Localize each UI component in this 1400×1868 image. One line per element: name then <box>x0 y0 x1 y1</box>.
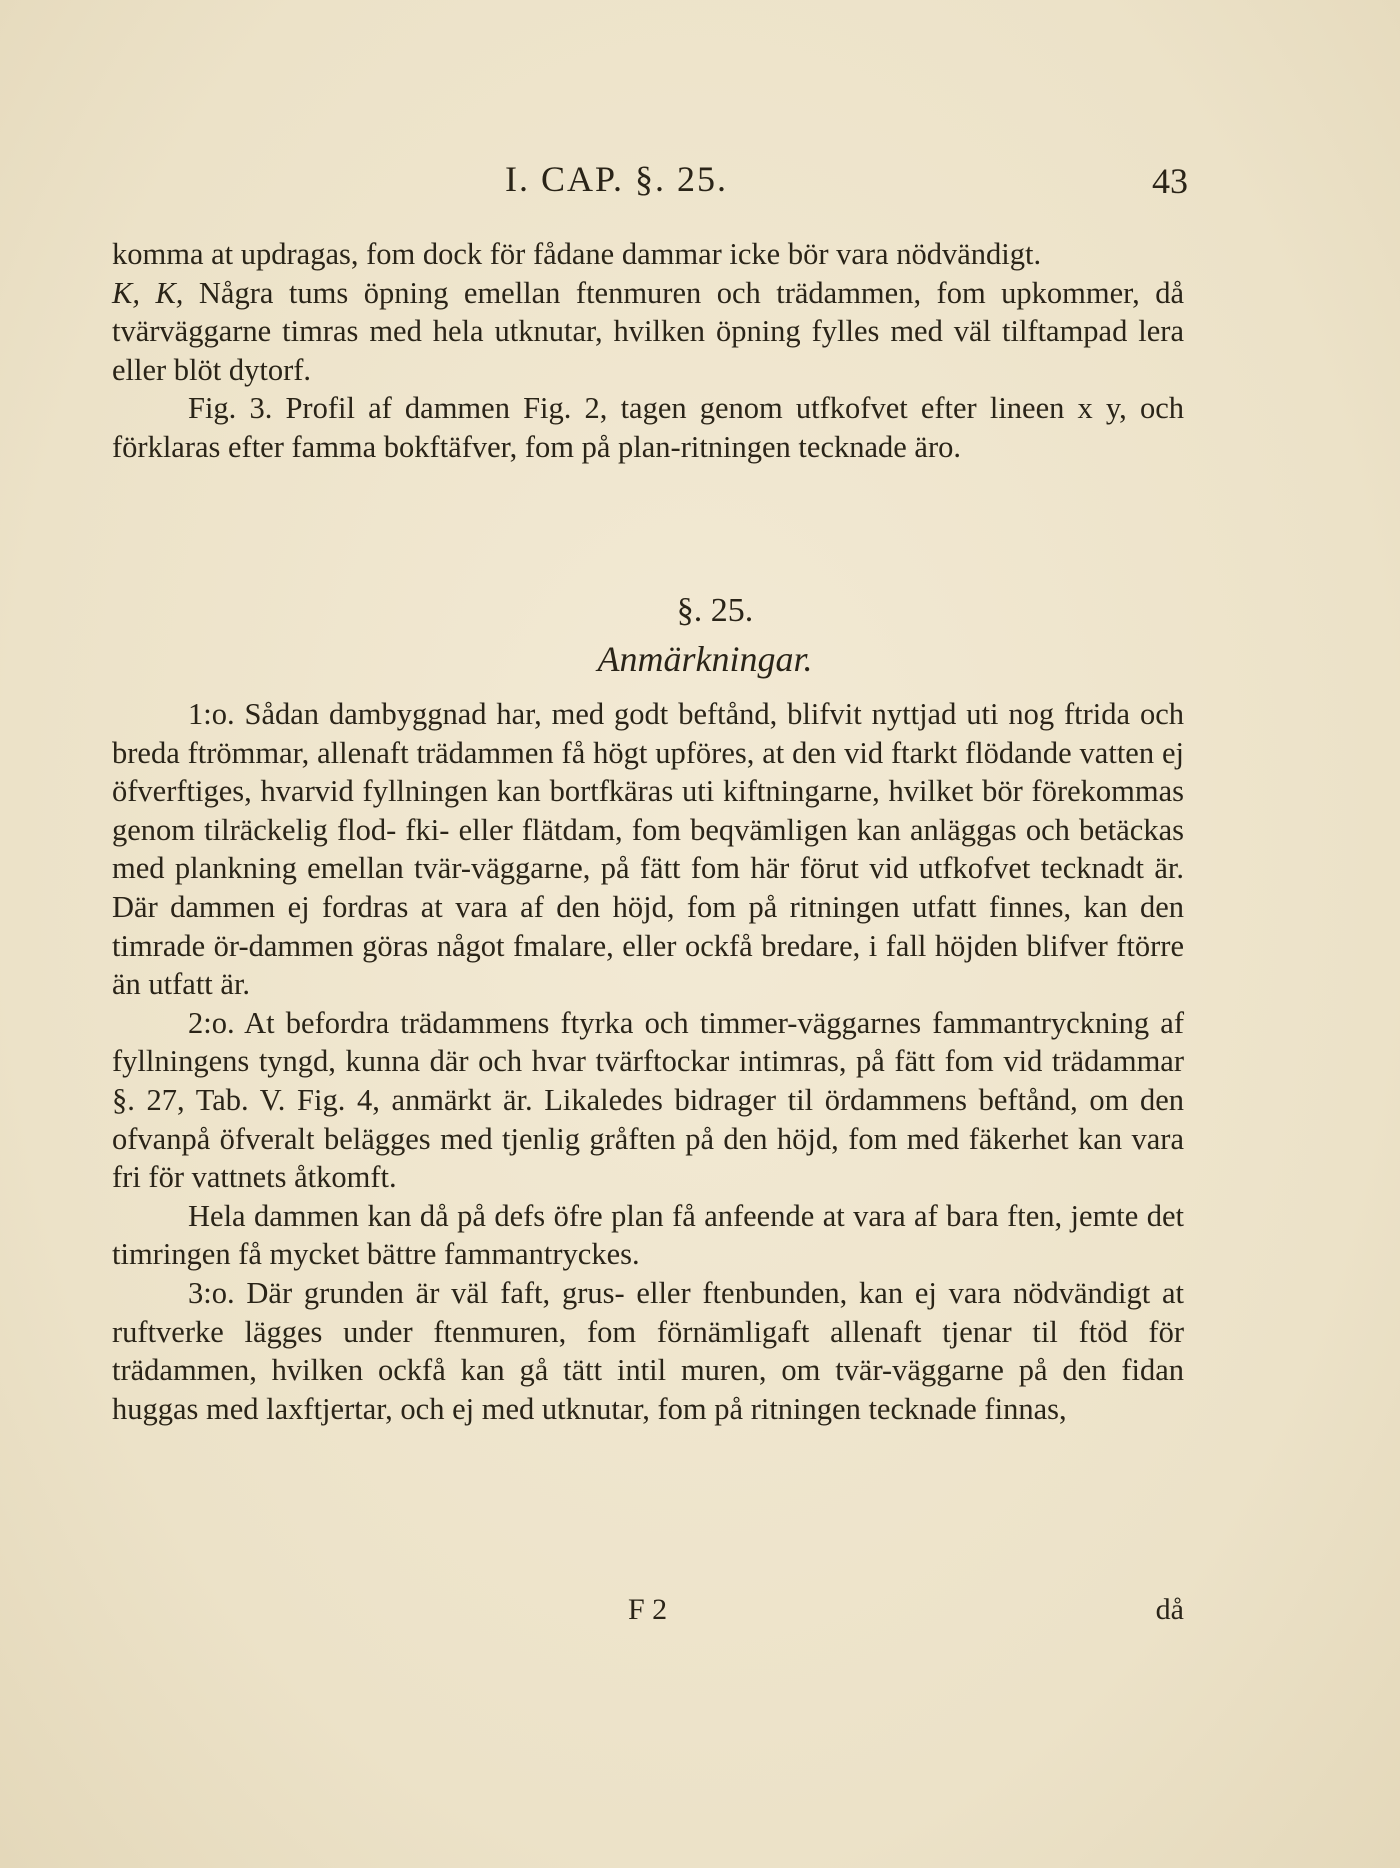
running-head: I. CAP. §. 25. <box>505 159 729 199</box>
paragraph-text: Några tums öpning emellan ftenmuren och trädammen, fom upkommer, då tvärväggarne timras med hela utknutar, hvilken öpning fylles med väl tilftampad lera eller blöt dytorf. <box>112 275 1184 387</box>
section-heading: Anmärkningar. <box>597 639 813 679</box>
remark-paragraph: 2:o. At befordra trädammens ftyrka och timmer-väggarnes fammantryckning af fyllningens tyngd, kunna där och hvar tvärftockar intimras, på fätt fom vid trädammar §. 27, Tab. V. Fig. 4, anmärkt är. Likaledes bidrager til ördammens beftånd, om den ofvanpå öfveralt belägges med tjenlig gråften på den höjd, fom med fäkerhet kan vara fri för vattnets åtkomft. <box>112 1005 1184 1195</box>
paragraph <box>112 389 1184 466</box>
page-number: 43 <box>1152 161 1188 201</box>
paragraph-lead-letters: K, K, <box>112 275 184 310</box>
signature-mark: F 2 <box>628 1593 668 1626</box>
legend-text-block <box>112 235 1184 467</box>
paragraph-text: komma at updragas, fom dock för fådane dammar icke bör vara nödvändigt. <box>112 237 1042 271</box>
paragraph-text: Fig. 3. Profil af dammen Fig. 2, tagen genom utfkofvet efter lineen x y, och förklaras efter famma bokftäfver, fom på plan-ritningen tecknade äro. <box>112 391 1184 464</box>
remarks-text-block <box>112 695 1184 1428</box>
page-footer <box>0 1593 1400 1633</box>
catchword: då <box>1155 1593 1184 1626</box>
paragraph <box>112 235 1184 274</box>
section-number: §. 25. <box>676 592 754 629</box>
remark-paragraph: 3:o. Där grunden är väl faft, grus- eller ftenbunden, kan ej vara nödvändigt at ruftverke lägges under ftenmuren, fom förnämligaft allenaft tjenar til ftöd för trädammen, hvilken ockfå kan gå tätt intil muren, om tvär-väggarne på den fidan huggas med laxftjertar, och ej med utknutar, fom på ritningen tecknade finnas, <box>112 1275 1184 1426</box>
remark-paragraph: 1:o. Sådan dambyggnad har, med godt beftånd, blifvit nyttjad uti nog ftrida och breda ftrömmar, allenaft trädammen få högt upföres, at den vid ftarkt flödande vatten ej öfverftiges, hvarvid fyllningen kan bortfkäras uti kiftningarne, hvilket bör förekommas genom tilräckelig flod- fki- eller flätdam, fom beqvämligen kan anläggas och betäckas med plankning emellan tvär-väggarne, på fätt fom här förut vid utfkofvet tecknadt är. Där dammen ej fordras at vara af den höjd, fom på ritningen utfatt finnes, kan den timrade ör-dammen göras något fmalare, eller ockfå bredare, i fall höjden blifver ftörre än utfatt är. <box>112 697 1184 1002</box>
remark-paragraph: Hela dammen kan då på defs öfre plan få anfeende at vara af bara ften, jemte det timringen få mycket bättre fammantryckes. <box>112 1198 1184 1272</box>
paragraph <box>112 274 1184 390</box>
page-header <box>0 158 1400 208</box>
